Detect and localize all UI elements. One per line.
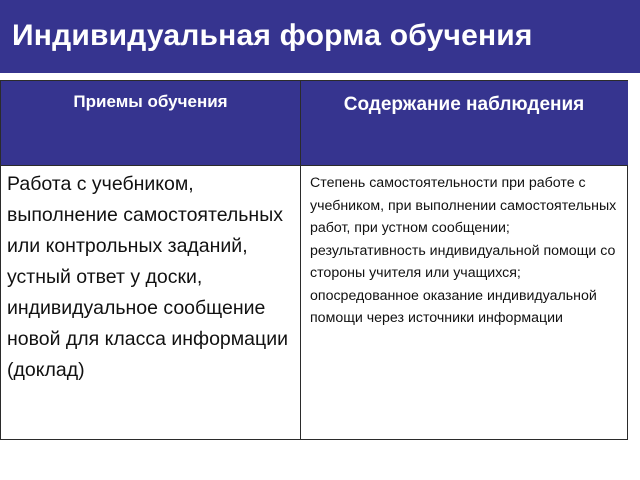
header-methods: Приемы обучения (1, 81, 300, 165)
column-divider (300, 81, 301, 439)
info-table (0, 80, 628, 440)
header-observation: Содержание наблюдения (300, 81, 628, 165)
cell-observation: Степень самостоятельности при работе с учебником, при выполнении самостоятельных работ, при устном сообщении; результативность индивидуальной помощи со стороны учителя или учащихся; опосредованное оказание индивидуальной помощи через источники информации (310, 175, 617, 326)
header-divider (1, 165, 627, 166)
page-title: Индивидуальная форма обучения (12, 19, 533, 52)
cell-methods: Работа с учебником, выполнение самостоятельных или контрольных заданий, устный ответ у доски, индивидуальное сообщение новой для класса информации (доклад) (7, 173, 288, 381)
title-bar (0, 0, 640, 73)
